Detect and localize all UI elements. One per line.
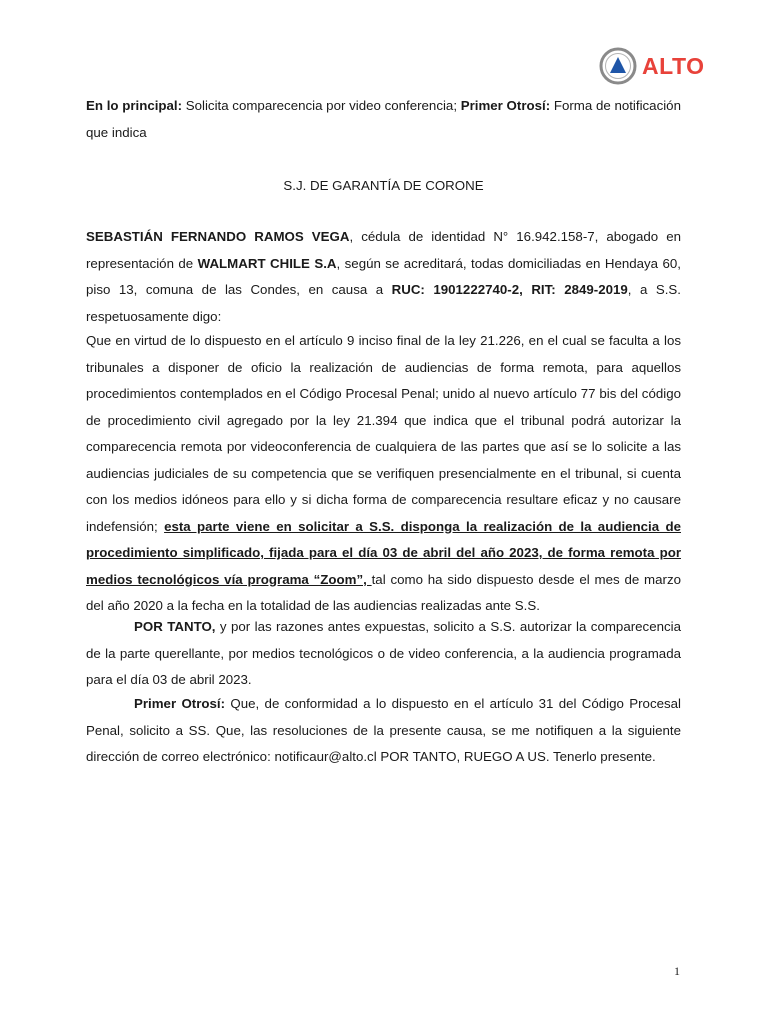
por-tanto-paragraph <box>86 614 681 694</box>
por-tanto-text: y por las razones antes expuestas, solicito a S.S. autorizar la comparecencia de la parte querellante, por medios tecnológicos o de video conferencia, a la audiencia programada para el día 03 de abril 2023. <box>86 619 681 687</box>
sumilla-label-principal: En lo principal: <box>86 98 183 113</box>
sumilla <box>86 93 681 146</box>
intro-text-3: , a S.S. respetuosamente digo: <box>86 282 681 324</box>
otrosi-label: Primer Otrosí: <box>134 696 226 711</box>
logo-text: ALTO <box>642 52 705 79</box>
company-logo <box>598 44 718 88</box>
body-text-2: tal como ha sido dispuesto desde el mes de marzo del año 2020 a la fecha en la totalidad de las audiencias realizadas ante S.S. <box>86 571 681 613</box>
court-heading: S.J. DE GARANTÍA DE CORONE <box>283 178 484 193</box>
intro-text-1: , cédula de identidad N° 16.942.158-7, abogado en representación de <box>86 229 681 271</box>
hearing-request: esta parte viene en solicitar a S.S. disponga la realización de la audiencia de procedimiento simplificado, fijada para el día 03 de abril del año 2023, de forma remota por medios tecnológicos vía programa “Zoom”, <box>86 518 681 587</box>
por-tanto-label: POR TANTO, <box>134 619 216 634</box>
otrosi-paragraph <box>86 691 681 771</box>
alto-logo-icon <box>598 46 638 86</box>
body-text-1: Que en virtud de lo dispuesto en el artículo 9 inciso final de la ley 21.226, en el cual se faculta a los tribunales a disponer de oficio la realización de audiencias de forma remota, para aquellos procedimientos contemplados en el Código Procesal Penal; unido al nuevo artículo 77 bis del código de procedimiento civil agregado por la ley 21.394 que indica que el tribunal podrá autorizar la comparecencia remota por videoconferencia de cualquiera de las partes que así se lo solicite a las audiencias judiciales de su competencia que se verifiquen presencialmente en el tribunal, si cuenta con los medios idóneos para ello y si dicha forma de comparecencia resultare eficaz y no causare indefensión; <box>86 333 681 534</box>
otrosi-text: Que, de conformidad a lo dispuesto en el artículo 31 del Código Procesal Penal, solicito a SS. Que, las resoluciones de la presente causa, se me notifiquen a la siguiente dirección de correo electrónico: notificaur@alto.cl POR TANTO, RUEGO A US. Tenerlo presente. <box>86 696 681 764</box>
lawyer-name: SEBASTIÁN FERNANDO RAMOS VEGA <box>86 229 350 244</box>
sumilla-text-otrosi: Forma de notificación que indica <box>86 98 681 140</box>
intro-text-2: , según se acreditará, todas domiciliadas en Hendaya 60, piso 13, comuna de las Condes, en causa a <box>86 255 681 297</box>
page-number: 1 <box>674 964 680 978</box>
sumilla-text-principal: Solicita comparecencia por video conferencia; <box>182 98 461 113</box>
company-name: WALMART CHILE S.A <box>197 255 337 271</box>
intro-paragraph <box>86 224 681 330</box>
case-numbers: RUC: 1901222740-2, RIT: 2849-2019 <box>391 282 628 297</box>
main-request-paragraph <box>86 328 681 620</box>
sumilla-label-otrosi: Primer Otrosí: <box>460 98 551 113</box>
